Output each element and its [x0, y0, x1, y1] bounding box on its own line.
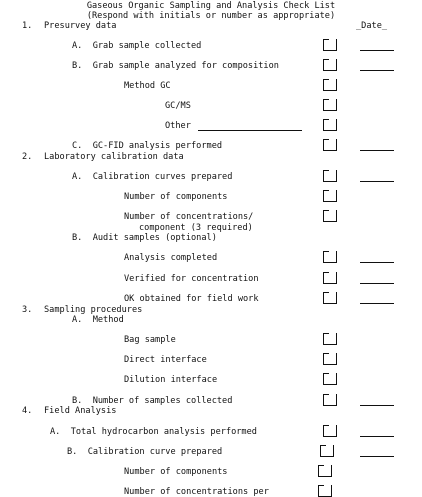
item-2a-label: A. Calibration curves prepared [72, 172, 233, 182]
field-concentrations-checkbox[interactable] [318, 485, 332, 497]
item-2a-checkbox[interactable] [323, 170, 337, 182]
method-other-label: Other [165, 121, 191, 131]
direct-interface-checkbox[interactable] [323, 353, 337, 365]
verified-concentration-label: Verified for concentration [124, 274, 259, 284]
checklist-title: Gaseous Organic Sampling and Analysis Check List [86, 1, 336, 11]
item-1a-date-field[interactable] [360, 50, 394, 51]
concentrations-label-line2: component (3 required) [139, 223, 253, 233]
item-2a-date-field[interactable] [360, 181, 394, 182]
ok-field-work-date-field[interactable] [360, 303, 394, 304]
item-1c-date-field[interactable] [360, 150, 394, 151]
item-4b-label: B. Calibration curve prepared [67, 447, 223, 457]
item-1a-label: A. Grab sample collected [72, 41, 202, 51]
components-count-label: Number of components [124, 192, 228, 202]
item-1a-checkbox[interactable] [323, 39, 337, 51]
item-1b-label: B. Grab sample analyzed for composition [72, 61, 279, 71]
section-3-title: Sampling procedures [44, 305, 143, 315]
item-3b-date-field[interactable] [360, 405, 394, 406]
concentrations-label-line1: Number of concentrations/ [124, 212, 254, 222]
method-gc-checkbox[interactable] [323, 79, 337, 91]
bag-sample-checkbox[interactable] [323, 333, 337, 345]
item-4a-checkbox[interactable] [323, 425, 337, 437]
components-count-checkbox[interactable] [323, 190, 337, 202]
item-4a-label: A. Total hydrocarbon analysis performed [50, 427, 257, 437]
method-gcms-checkbox[interactable] [323, 99, 337, 111]
section-4-title: Field Analysis [44, 406, 117, 416]
method-other-checkbox[interactable] [323, 119, 337, 131]
section-2-number: 2. [22, 152, 33, 162]
field-components-checkbox[interactable] [318, 465, 332, 477]
section-4-number: 4. [22, 406, 33, 416]
item-1c-label: C. GC-FID analysis performed [72, 141, 223, 151]
ok-field-work-checkbox[interactable] [323, 292, 337, 304]
section-3-number: 3. [22, 305, 33, 315]
concentrations-checkbox[interactable] [323, 210, 337, 222]
analysis-completed-label: Analysis completed [124, 253, 218, 263]
method-gc-label: Method GC [124, 81, 171, 91]
method-gcms-label: GC/MS [165, 101, 191, 111]
dilution-interface-checkbox[interactable] [323, 373, 337, 385]
item-3a-label: A. Method [72, 315, 124, 325]
method-other-field[interactable] [198, 130, 302, 131]
item-3b-label: B. Number of samples collected [72, 396, 233, 406]
item-1b-checkbox[interactable] [323, 59, 337, 71]
field-concentrations-label: Number of concentrations per [124, 487, 269, 497]
item-4b-date-field[interactable] [360, 456, 394, 457]
analysis-completed-checkbox[interactable] [323, 251, 337, 263]
checklist-subtitle: (Respond with initials or number as appropriate) [86, 11, 336, 21]
analysis-completed-date-field[interactable] [360, 262, 394, 263]
item-3b-checkbox[interactable] [323, 394, 337, 406]
direct-interface-label: Direct interface [124, 355, 207, 365]
item-4a-date-field[interactable] [360, 436, 394, 437]
date-column-header: _Date_ [356, 21, 388, 31]
item-2b-label: B. Audit samples (optional) [72, 233, 217, 243]
item-4b-checkbox[interactable] [320, 445, 334, 457]
item-1b-date-field[interactable] [360, 70, 394, 71]
item-1c-checkbox[interactable] [323, 139, 337, 151]
verified-concentration-checkbox[interactable] [323, 272, 337, 284]
section-1-number: 1. [22, 21, 33, 31]
dilution-interface-label: Dilution interface [124, 375, 218, 385]
field-components-label: Number of components [124, 467, 228, 477]
section-1-title: Presurvey data [44, 21, 117, 31]
bag-sample-label: Bag sample [124, 335, 176, 345]
section-2-title: Laboratory calibration data [44, 152, 184, 162]
ok-field-work-label: OK obtained for field work [124, 294, 259, 304]
verified-concentration-date-field[interactable] [360, 283, 394, 284]
